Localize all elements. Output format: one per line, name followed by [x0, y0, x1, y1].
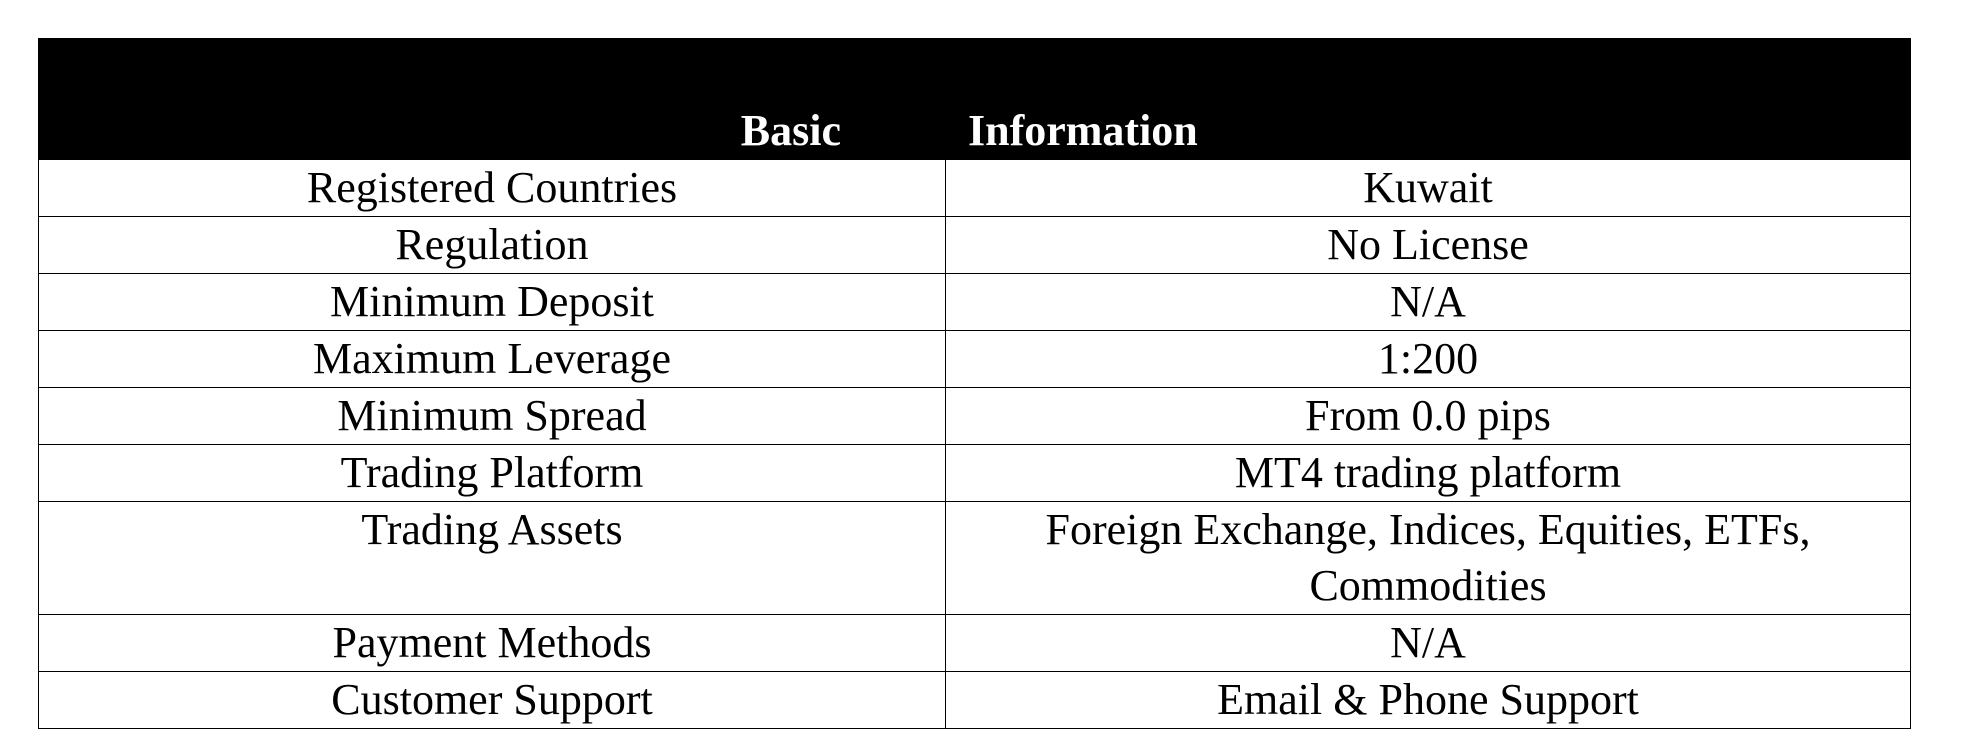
table-header-row: [39, 39, 1911, 160]
info-table: [38, 38, 1911, 729]
table-row: [39, 445, 1911, 502]
row-label: Customer Support: [39, 672, 946, 729]
header-basic: Basic: [39, 39, 946, 160]
table-row: [39, 331, 1911, 388]
table-row: [39, 672, 1911, 729]
table-row: [39, 217, 1911, 274]
row-value: Email & Phone Support: [946, 672, 1911, 729]
table-row: [39, 615, 1911, 672]
row-label: Trading Platform: [39, 445, 946, 502]
row-label: Minimum Deposit: [39, 274, 946, 331]
row-label: Minimum Spread: [39, 388, 946, 445]
header-information: Information: [946, 39, 1911, 160]
row-value: No License: [946, 217, 1911, 274]
table-row: [39, 274, 1911, 331]
row-value: From 0.0 pips: [946, 388, 1911, 445]
row-label: Regulation: [39, 217, 946, 274]
table-row: [39, 160, 1911, 217]
row-value: N/A: [946, 615, 1911, 672]
row-label: Registered Countries: [39, 160, 946, 217]
row-value: N/A: [946, 274, 1911, 331]
row-label: Maximum Leverage: [39, 331, 946, 388]
row-value: Foreign Exchange, Indices, Equities, ETFs, Commodities: [946, 502, 1911, 615]
row-label: Payment Methods: [39, 615, 946, 672]
table-row: [39, 502, 1911, 615]
row-value: 1:200: [946, 331, 1911, 388]
table-row: [39, 388, 1911, 445]
row-value: MT4 trading platform: [946, 445, 1911, 502]
row-label: Trading Assets: [39, 502, 946, 615]
row-value: Kuwait: [946, 160, 1911, 217]
